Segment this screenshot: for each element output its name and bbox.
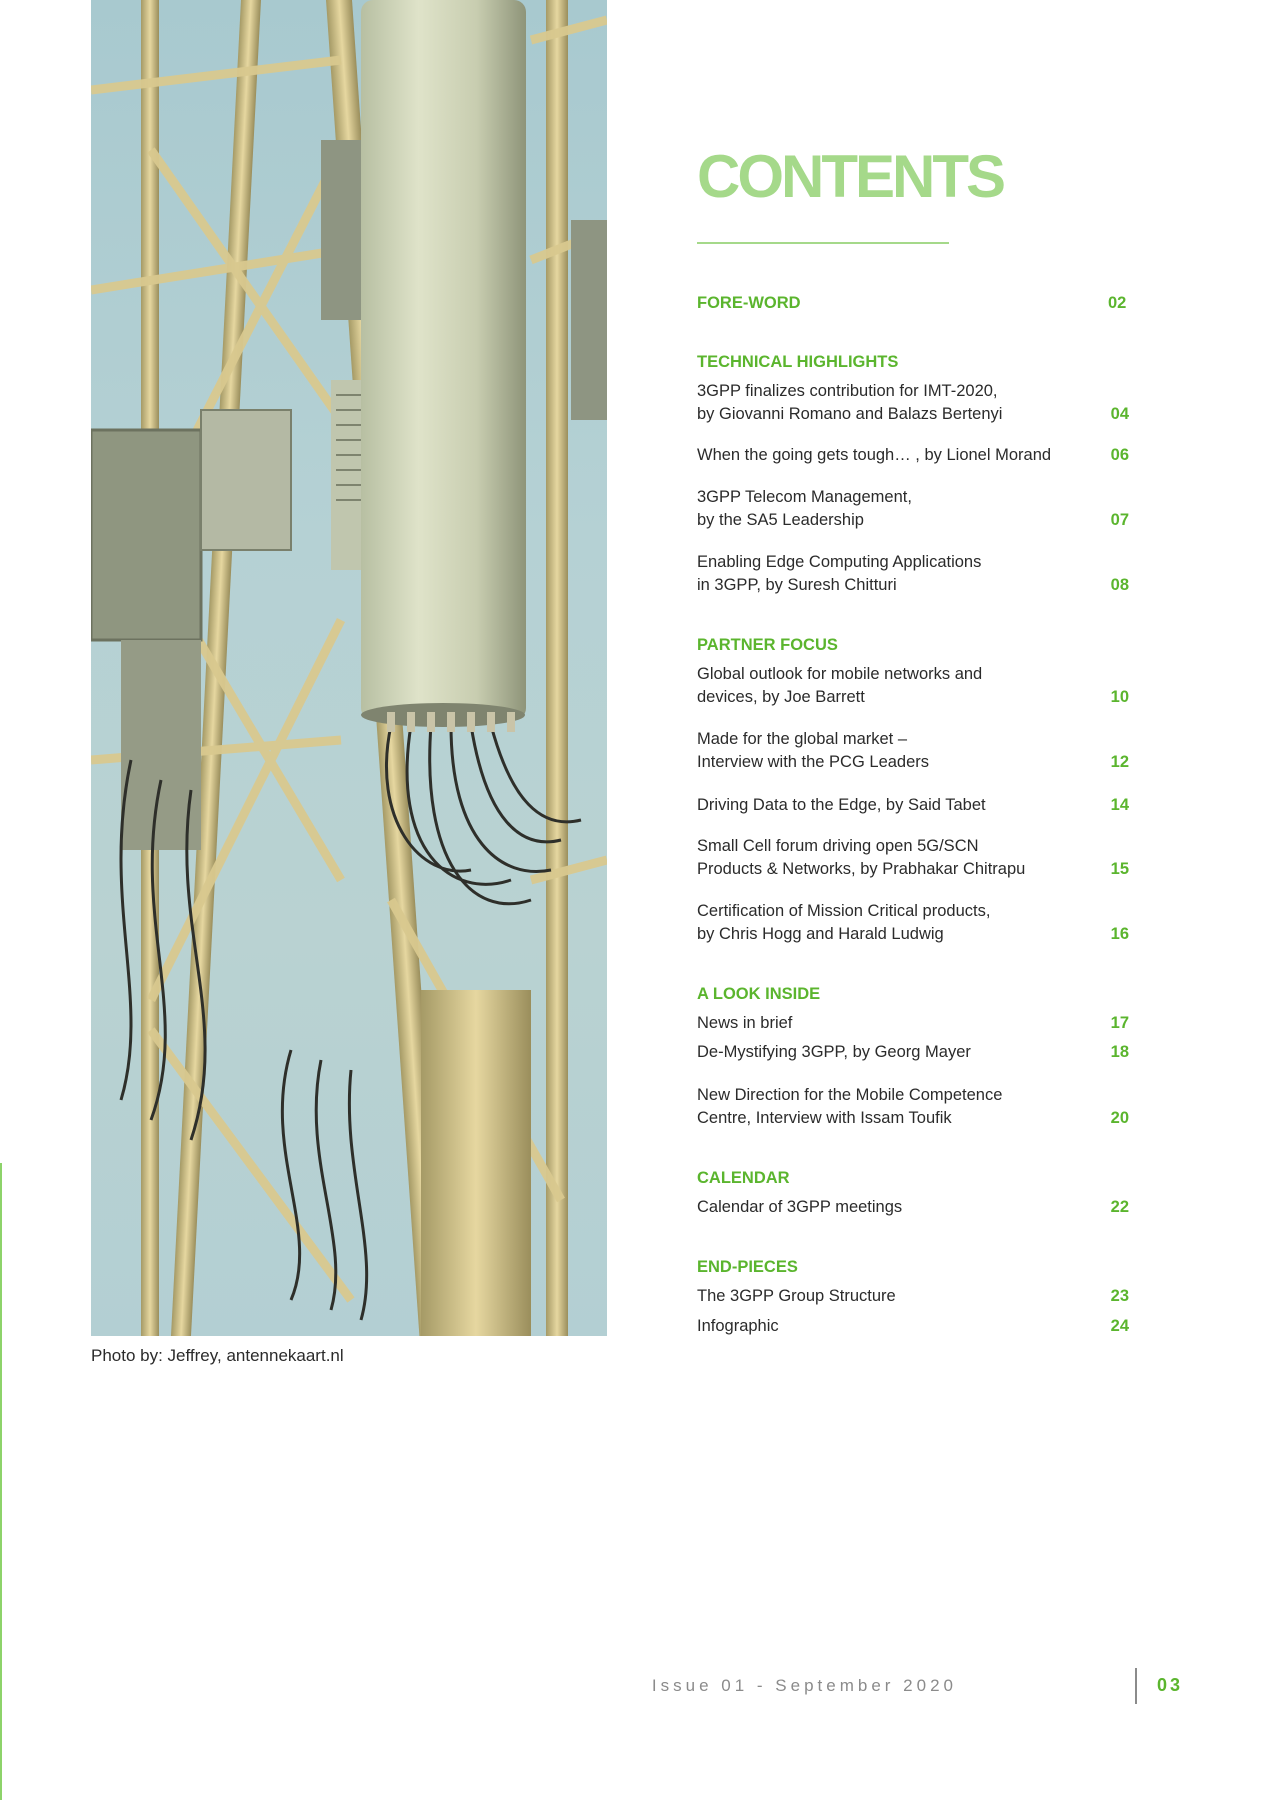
toc-page-number: 18	[1110, 1043, 1129, 1061]
toc-entry-title-line: New Direction for the Mobile Competence	[697, 1086, 1003, 1104]
toc-entry[interactable]	[697, 794, 1129, 817]
toc-entry-title-line: Products & Networks, by Prabhakar Chitrapu	[697, 860, 1026, 878]
photo-caption: Photo by: Jeffrey, antennekaart.nl	[91, 1346, 344, 1365]
toc-entry-title-line: Small Cell forum driving open 5G/SCN	[697, 837, 979, 855]
toc-entry-title-line: devices, by Joe Barrett	[697, 688, 865, 706]
toc-entry[interactable]	[697, 486, 1129, 532]
toc-entry[interactable]	[697, 1196, 1129, 1219]
toc-page-number: 08	[1110, 576, 1129, 594]
toc-entry-title-line: Interview with the PCG Leaders	[697, 753, 930, 771]
toc-entry[interactable]	[697, 1012, 1129, 1035]
toc-page-number: 02	[1108, 294, 1127, 312]
toc-entry-title-line: Calendar of 3GPP meetings	[697, 1198, 903, 1216]
toc-entry-title-line: Centre, Interview with Issam Toufik	[697, 1109, 952, 1127]
toc-page-number: 17	[1110, 1014, 1129, 1032]
toc-page-number: 20	[1110, 1109, 1129, 1127]
toc-entry-title-line: When the going gets tough… , by Lionel Morand	[697, 446, 1052, 464]
toc-entry[interactable]	[697, 444, 1129, 467]
toc-entry[interactable]	[697, 663, 1129, 709]
toc-entry-title-line: 3GPP finalizes contribution for IMT-2020,	[697, 382, 998, 400]
toc-page-number: 16	[1110, 925, 1129, 943]
toc-entry-title-line: The 3GPP Group Structure	[697, 1287, 896, 1305]
toc-entry[interactable]	[697, 1041, 1129, 1064]
toc-page-number: 23	[1110, 1287, 1129, 1305]
antenna-mast-photo	[91, 0, 607, 1336]
footer-issue-label: Issue 01 - September 2020	[651, 1676, 957, 1695]
toc-entry-title-line: by the SA5 Leadership	[697, 511, 864, 529]
section-heading-calendar: CALENDAR	[697, 1169, 790, 1187]
toc-page-number: 06	[1110, 446, 1129, 464]
toc-entry-title-line: Enabling Edge Computing Applications	[697, 553, 982, 571]
section-heading-technical-highlights: TECHNICAL HIGHLIGHTS	[697, 353, 899, 371]
footer-page-number: 03	[1157, 1675, 1184, 1695]
toc-entry-title-line: by Chris Hogg and Harald Ludwig	[697, 925, 944, 943]
toc-page-number: 12	[1110, 753, 1129, 771]
toc-entry-title-line: Certification of Mission Critical products,	[697, 902, 991, 920]
toc-entry-title-line: in 3GPP, by Suresh Chitturi	[697, 576, 897, 594]
toc-page-number: 04	[1110, 405, 1129, 423]
toc-entry[interactable]	[697, 1285, 1129, 1308]
toc-page-number: 22	[1110, 1198, 1129, 1216]
toc-entry[interactable]	[697, 728, 1129, 774]
toc-entry[interactable]	[697, 1315, 1129, 1338]
toc-entry-title-line: News in brief	[697, 1014, 793, 1032]
toc-entry-title-line: Infographic	[697, 1317, 779, 1335]
toc-entry[interactable]	[697, 835, 1129, 881]
section-heading-end-pieces: END-PIECES	[697, 1258, 798, 1276]
toc-entry-title-line: by Giovanni Romano and Balazs Bertenyi	[697, 405, 1003, 423]
section-heading-label: FORE-WORD	[697, 294, 801, 312]
toc-page-number: 15	[1110, 860, 1129, 878]
toc-entry[interactable]	[697, 551, 1129, 597]
toc-entry-title-line: De-Mystifying 3GPP, by Georg Mayer	[697, 1043, 971, 1061]
contents-title: CONTENTS	[697, 143, 1003, 210]
toc-entry-title-line: Driving Data to the Edge, by Said Tabet	[697, 796, 986, 814]
section-heading-foreword[interactable]	[697, 292, 1129, 315]
toc-entry-title-line: Made for the global market –	[697, 730, 908, 748]
toc-entry-title-line: 3GPP Telecom Management,	[697, 488, 912, 506]
section-heading-a-look-inside: A LOOK INSIDE	[697, 985, 821, 1003]
toc-page-number: 07	[1110, 511, 1129, 529]
toc-entry[interactable]	[697, 900, 1129, 946]
toc-page-number: 24	[1110, 1317, 1129, 1335]
footer-divider	[1135, 1668, 1137, 1704]
toc-entry[interactable]	[697, 1084, 1129, 1130]
section-heading-partner-focus: PARTNER FOCUS	[697, 636, 838, 654]
toc-entry-title-line: Global outlook for mobile networks and	[697, 665, 983, 683]
title-underline	[697, 242, 949, 244]
toc-entry[interactable]	[697, 380, 1129, 426]
page-edge-line	[0, 1163, 2, 1800]
toc-page-number: 10	[1110, 688, 1129, 706]
toc-page-number: 14	[1110, 796, 1129, 814]
